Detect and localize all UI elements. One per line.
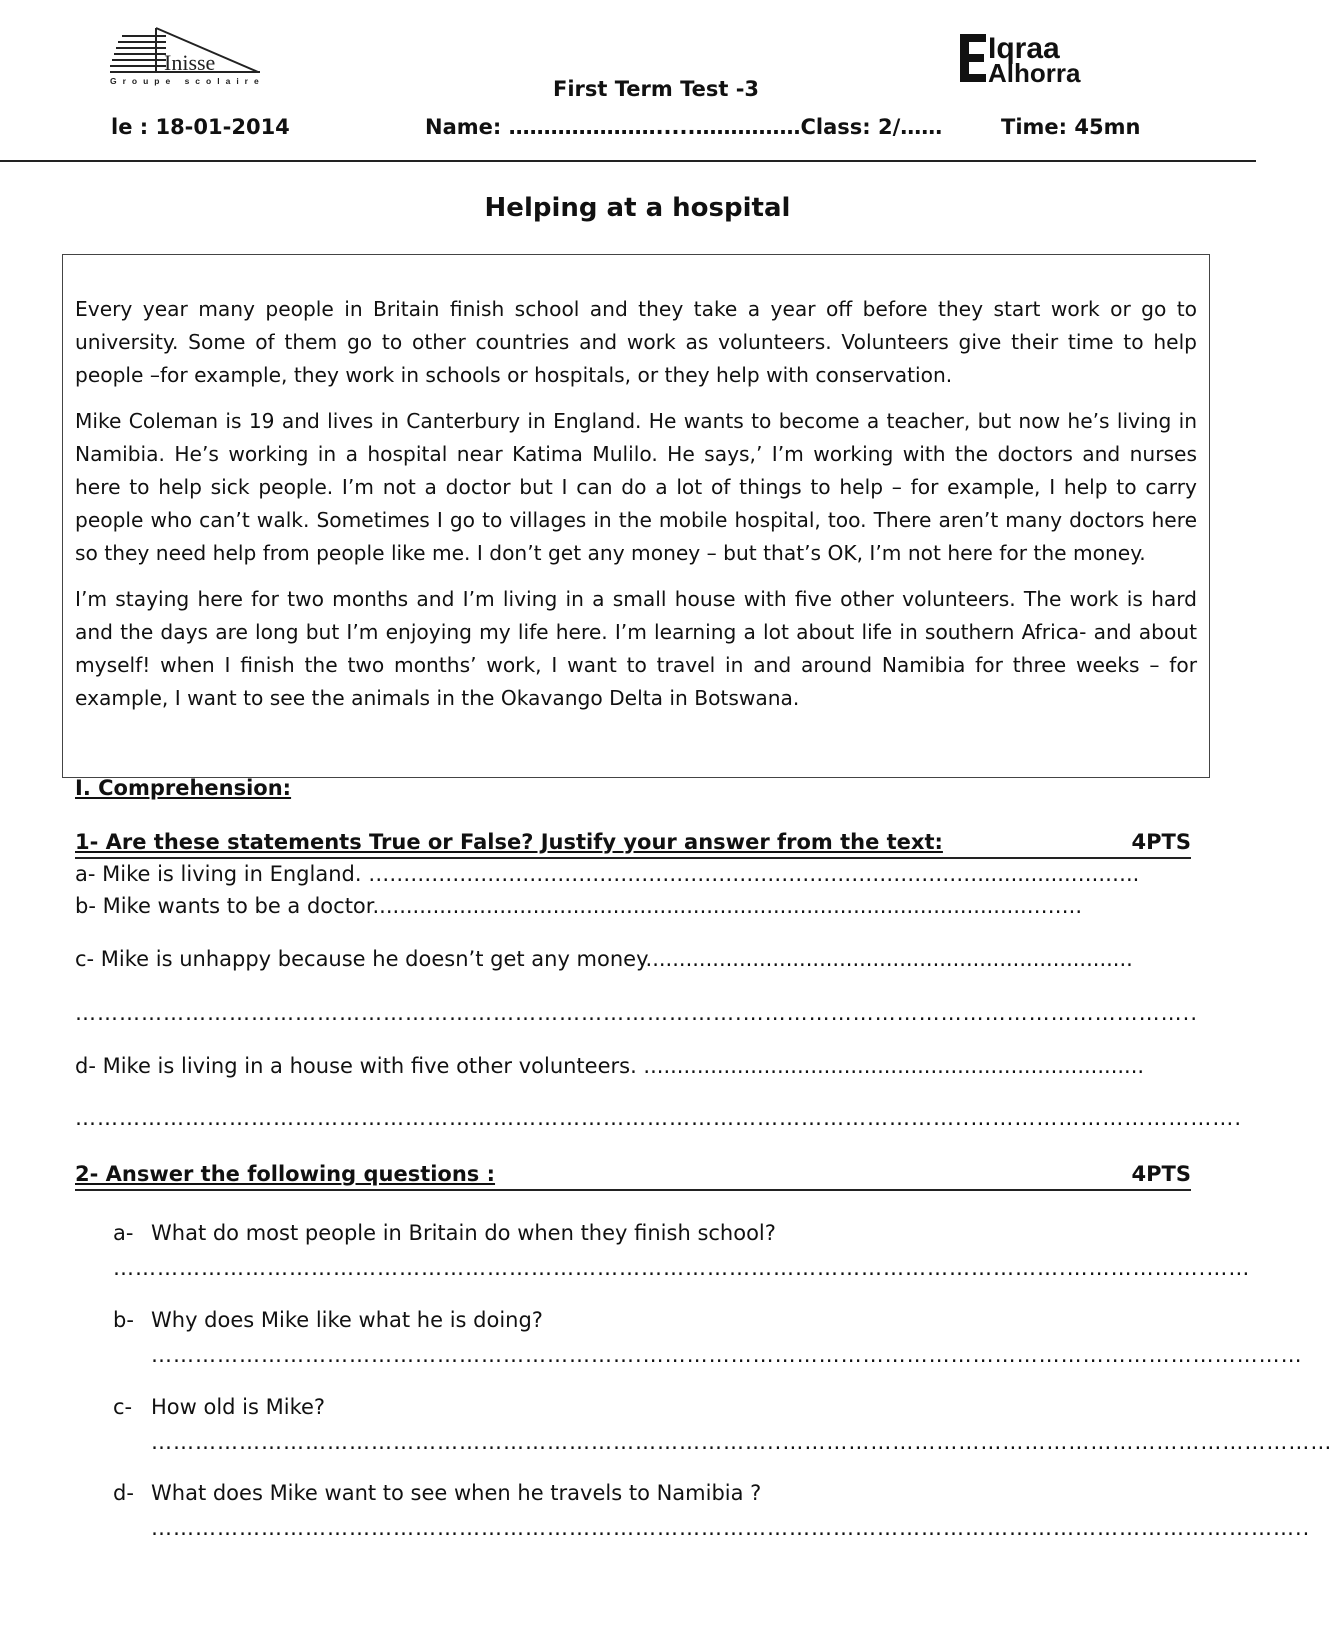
question-2b-text: Why does Mike like what he is doing?	[151, 1308, 543, 1332]
name-class-field: Name: ………………….....……………Class: 2/……	[425, 115, 943, 139]
passage-paragraph: I’m staying here for two months and I’m living in a small house with five other volunteers. The work is hard and the days are long but I’m enjoying my life here. I’m learning a lot about life in southern Africa- and about myself! when I finish the two months’ work, I want to travel in and around Namibia for three weeks – for example, I want to see the animals in the Okavango Delta in Botswana.	[75, 587, 1197, 710]
question-2a-answer-line[interactable]: ………………………………………………………………………………………………………………….……………….……	[113, 1256, 1251, 1280]
question-2c-label: c-	[113, 1395, 133, 1419]
question-2b-label: b-	[113, 1308, 134, 1332]
passage-paragraph: Mike Coleman is 19 and lives in Canterbury in England. He wants to become a teacher, but now he’s living in Namibia. He’s working in a hospital near Katima Mulilo. He says,’ I’m working with the doctors and nurses here to help sick people. I’m not a doctor but I can do a lot of things to help – for example, I help to carry people who can’t walk. Sometimes I go to villages in the mobile hospital, too. There aren’t many doctors here so they need help from people like me. I don’t get any money – but that’s OK, I’m not here for the money.	[75, 409, 1197, 565]
question-2c-text: How old is Mike?	[151, 1395, 326, 1419]
brand-logo	[956, 28, 1106, 86]
svg-text:Groupe scolaire: Groupe scolaire	[110, 76, 265, 86]
statement-c-answer-line[interactable]: ……………………………………………………………………………….……………………………………………………..	[75, 1001, 1199, 1025]
brand-logo-graphic	[956, 28, 1106, 86]
statement-b[interactable]: b- Mike wants to be a doctor..................................................................................................……..	[75, 894, 1083, 918]
question-2d-text: What does Mike want to see when he travels to Namibia ?	[151, 1481, 762, 1505]
reading-passage	[62, 254, 1210, 778]
svg-text:Iqraa: Iqraa	[988, 32, 1060, 65]
svg-text:Inisse: Inisse	[164, 50, 216, 75]
test-time: Time: 45mn	[1001, 115, 1141, 139]
svg-text:Alhorra: Alhorra	[988, 58, 1081, 88]
question-1-heading	[75, 830, 1191, 859]
question-2b-answer-line[interactable]: ………………………………………………………….………………………………………………………………………………	[151, 1343, 1303, 1367]
statement-d-answer-line[interactable]: …………………………………………………………………………………………………………..……………………………….	[75, 1106, 1243, 1130]
school-logo-graphic	[108, 22, 278, 92]
passage-paragraph: Every year many people in Britain finish school and they take a year off before they start work or go to university. Some of them go to other countries and work as volunteers. Volunteers give their time to help people –for example, they work in schools or hospitals, or they help with conservation.	[75, 297, 1197, 387]
statement-c[interactable]: c- Mike is unhappy because he doesn’t get any money.........................................................................	[75, 947, 1133, 971]
section-comprehension: I. Comprehension:	[75, 776, 292, 800]
question-2-text: 2- Answer the following questions :	[75, 1162, 496, 1186]
page-title: Helping at a hospital	[484, 193, 791, 223]
question-2a-text: What do most people in Britain do when they finish school?	[151, 1221, 776, 1245]
statement-d[interactable]: d- Mike is living in a house with five other volunteers. ...........................................................................	[75, 1054, 1145, 1078]
question-2d-label: d-	[113, 1481, 134, 1505]
school-logo	[108, 22, 278, 92]
test-date: le : 18-01-2014	[111, 115, 290, 139]
question-2-points: 4PTS	[1131, 1162, 1191, 1186]
question-2d-answer-line[interactable]: …………………………………………………………………………………………………………………………………………..	[151, 1516, 1311, 1540]
question-2c-answer-line[interactable]: …………………………………………………………………………..…………………………………………………………………	[151, 1430, 1332, 1454]
statement-a[interactable]: a- Mike is living in England. ……………………………………………………………………………..............…..…..	[75, 862, 1140, 886]
question-1-text: 1- Are these statements True or False? Justify your answer from the text:	[75, 830, 943, 854]
test-title: First Term Test -3	[553, 77, 760, 101]
question-1-points: 4PTS	[1131, 830, 1191, 854]
question-2-heading	[75, 1162, 1191, 1191]
question-2a-label: a-	[113, 1221, 134, 1245]
header-divider	[0, 160, 1256, 162]
